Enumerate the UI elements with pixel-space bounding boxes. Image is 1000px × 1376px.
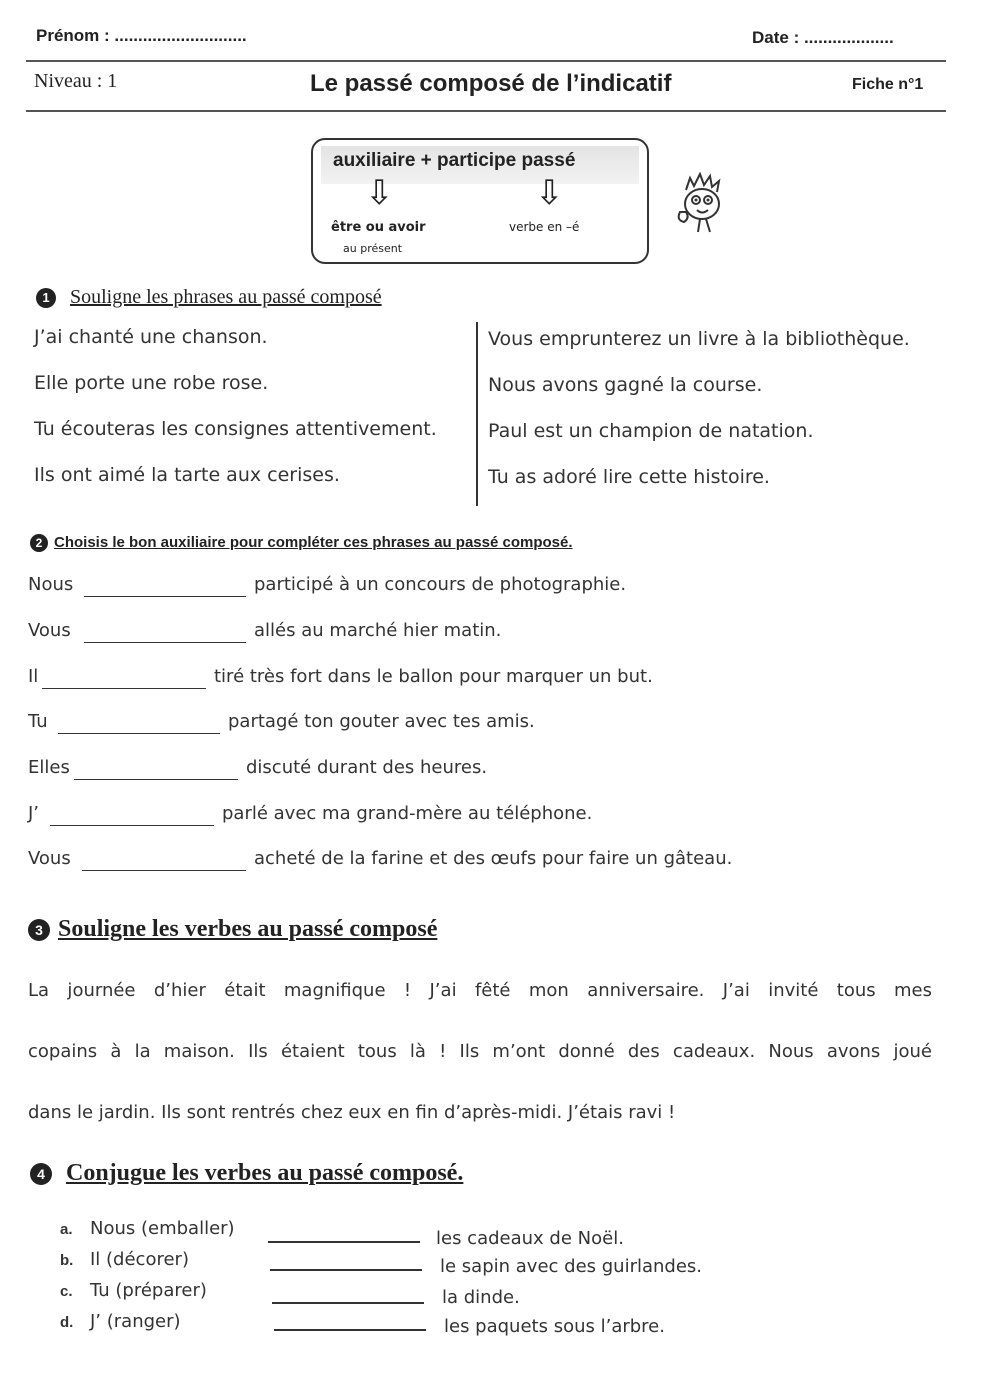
answer-blank[interactable] xyxy=(272,1302,424,1304)
answer-blank[interactable] xyxy=(58,733,220,734)
ex2-subject: J’ xyxy=(28,803,40,824)
ex4-prompt xyxy=(60,1249,189,1270)
ex2-sentence-end: discuté durant des heures. xyxy=(246,757,488,778)
verb-prompt: J’ (ranger) xyxy=(90,1311,181,1332)
section-2-title xyxy=(30,534,573,552)
ex2-subject: Elles xyxy=(28,757,70,778)
ex4-sentence-end: les cadeaux de Noël. xyxy=(436,1228,624,1249)
auxiliary-choice: être ou avoir xyxy=(331,220,426,235)
answer-blank[interactable] xyxy=(74,779,238,780)
ex4-prompt xyxy=(60,1280,207,1301)
answer-blank[interactable] xyxy=(270,1269,422,1271)
ex2-sentence-end: partagé ton gouter avec tes amis. xyxy=(228,711,535,732)
paragraph-line: dans le jardin. Ils sont rentrés chez eux en fin d’après-midi. J’étais ravi ! xyxy=(28,1102,676,1123)
column-divider xyxy=(476,322,478,506)
ex2-sentence-end: participé à un concours de photographie. xyxy=(254,574,627,595)
date-field: Date : ................... xyxy=(752,28,894,47)
verb-prompt: Nous (emballer) xyxy=(90,1218,235,1239)
section-2-title-text: Choisis le bon auxiliaire pour compléter ces phrases au passé composé. xyxy=(54,534,573,551)
item-letter: b. xyxy=(60,1252,74,1269)
level-label: Niveau : 1 xyxy=(34,70,118,92)
header-divider-top xyxy=(26,60,946,62)
section-1-title-text: Souligne les phrases au passé composé xyxy=(70,286,382,308)
ex1-sentence: Ils ont aimé la tarte aux cerises. xyxy=(34,464,340,486)
verb-prompt: Tu (préparer) xyxy=(90,1280,207,1301)
answer-blank[interactable] xyxy=(268,1241,420,1243)
answer-blank[interactable] xyxy=(84,596,246,597)
ex4-prompt xyxy=(60,1311,181,1332)
section-number: 3 xyxy=(28,919,50,941)
ex1-sentence: Tu as adoré lire cette histoire. xyxy=(488,466,770,488)
ex4-sentence-end: les paquets sous l’arbre. xyxy=(444,1316,665,1337)
section-4-title-text: Conjugue les verbes au passé composé. xyxy=(66,1160,464,1186)
ex2-subject: Tu xyxy=(28,711,48,732)
verb-prompt: Il (décorer) xyxy=(90,1249,189,1270)
header-divider-bottom xyxy=(26,110,946,112)
ex1-sentence: Elle porte une robe rose. xyxy=(34,372,269,394)
auxiliary-tense: au présent xyxy=(343,242,403,255)
page-title: Le passé composé de l’indicatif xyxy=(310,70,672,97)
paragraph-line: copains à la maison. Ils étaient tous là ! Ils m’ont donné des cadeaux. Nous avons joué xyxy=(28,1041,932,1062)
participle-rule: verbe en –é xyxy=(509,220,580,234)
ex4-sentence-end: la dinde. xyxy=(442,1287,520,1308)
ex2-subject: Il xyxy=(28,666,39,687)
answer-blank[interactable] xyxy=(274,1329,426,1331)
section-number: 2 xyxy=(30,534,48,552)
arrow-down-icon: ⇩ xyxy=(535,173,564,213)
sheet-number: Fiche n°1 xyxy=(852,76,924,93)
ex2-subject: Nous xyxy=(28,574,74,595)
thinking-kid-icon xyxy=(672,172,732,234)
item-letter: c. xyxy=(60,1283,73,1300)
rule-formula: auxiliaire + participe passé xyxy=(333,150,576,171)
ex2-sentence-end: acheté de la farine et des œufs pour faire un gâteau. xyxy=(254,848,733,869)
paragraph-line: La journée d’hier était magnifique ! J’ai fêté mon anniversaire. J’ai invité tous mes xyxy=(28,980,932,1001)
ex2-subject: Vous xyxy=(28,848,71,869)
section-number: 1 xyxy=(36,288,56,308)
answer-blank[interactable] xyxy=(42,688,206,689)
section-1-title xyxy=(36,286,382,309)
section-4-title xyxy=(30,1160,463,1187)
ex2-subject: Vous xyxy=(28,620,71,641)
answer-blank[interactable] xyxy=(84,642,246,643)
item-letter: a. xyxy=(60,1221,73,1238)
ex2-sentence-end: tiré très fort dans le ballon pour marquer un but. xyxy=(214,666,653,687)
answer-blank[interactable] xyxy=(50,825,214,826)
arrow-down-icon: ⇩ xyxy=(365,173,394,213)
answer-blank[interactable] xyxy=(82,870,246,871)
section-3-title-text: Souligne les verbes au passé composé xyxy=(58,916,438,942)
ex4-sentence-end: le sapin avec des guirlandes. xyxy=(440,1256,703,1277)
item-letter: d. xyxy=(60,1314,74,1331)
ex1-sentence: Tu écouteras les consignes attentivement. xyxy=(34,418,437,440)
prenom-field: Prénom : ............................ xyxy=(36,26,247,45)
ex1-sentence: J’ai chanté une chanson. xyxy=(34,326,268,348)
ex4-prompt xyxy=(60,1218,235,1239)
rule-box xyxy=(311,138,649,264)
ex2-sentence-end: parlé avec ma grand-mère au téléphone. xyxy=(222,803,593,824)
section-number: 4 xyxy=(30,1163,52,1185)
ex1-sentence: Vous emprunterez un livre à la bibliothèque. xyxy=(488,328,910,350)
ex1-sentence: Paul est un champion de natation. xyxy=(488,420,814,442)
ex1-sentence: Nous avons gagné la course. xyxy=(488,374,763,396)
ex2-sentence-end: allés au marché hier matin. xyxy=(254,620,502,641)
section-3-title xyxy=(28,916,437,943)
